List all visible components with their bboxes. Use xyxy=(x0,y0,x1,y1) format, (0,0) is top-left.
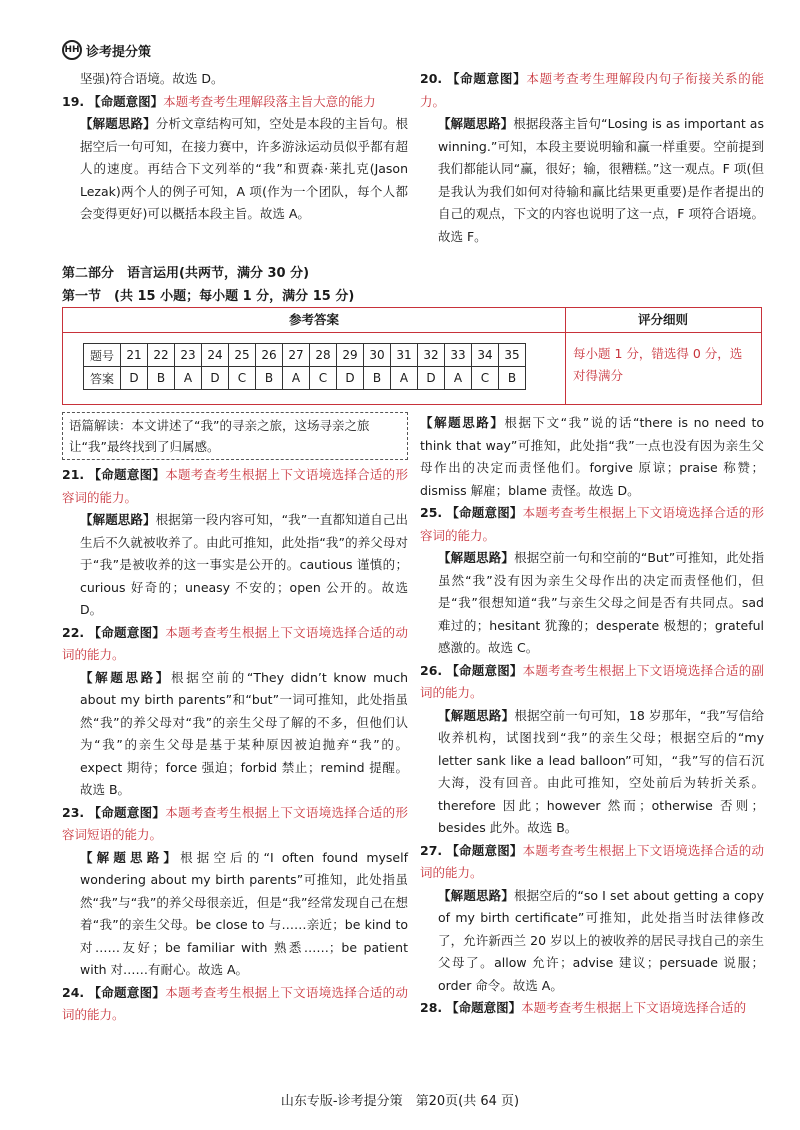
row-label-answer: 答案 xyxy=(84,367,121,390)
answer-box xyxy=(62,307,762,405)
q21-think-tag: 【解题思路】 xyxy=(80,512,156,527)
right-main-column xyxy=(420,412,764,1020)
q23-think-tag: 【解题思路】 xyxy=(80,849,181,865)
q25-intent-tag: 【命题意图】 xyxy=(446,505,523,520)
q22-think: 根据空前的“They didn’t know much about my birth parents”和“but”一词可推知，此处指虽然“我”的养父母对“我”的亲生父母了解的不多，但他们认为“我”的亲生父母是基于某种原因被迫抛弃“我”的。expect 期待；force 强迫；forbid 禁止；remind 提醒。故选 B。 xyxy=(80,669,408,797)
q20-intent-tag: 【命题意图】 xyxy=(446,71,527,86)
q23-think: 根据空后的“I often found myself wondering about my birth parents”可推知，此处指虽然“我”与“我”的养父母很亲近，但是“我”经常发现自己在想着“我”的亲生父母。be close to 与……亲近；be kind to 对……友好；be familiar with 熟悉……；be patient with 对……有耐心。故选 A。 xyxy=(80,849,408,977)
q23-intent-tag: 【命题意图】 xyxy=(88,804,166,820)
question-number-cell: 31 xyxy=(391,344,418,367)
answer-cell: D xyxy=(337,367,364,390)
question-number-cell: 32 xyxy=(418,344,445,367)
question-24 xyxy=(62,982,408,1027)
q24-number: 24. xyxy=(62,984,85,1000)
answer-cell: C xyxy=(229,367,256,390)
answer-box-head-left: 参考答案 xyxy=(63,308,566,333)
scoring-rule: 每小题 1 分，错选得 0 分，选对得满分 xyxy=(573,346,743,383)
q24-intent-tag: 【命题意图】 xyxy=(88,984,166,1000)
q24-think-block xyxy=(420,412,764,502)
row-label-number: 题号 xyxy=(84,344,121,367)
q21-intent: 本题考查考生根据上下文语境选择合适的形容词的能力。 xyxy=(62,467,408,505)
q25-think: 根据空前一句和空前的“But”可推知，此处指虽然“我”没有因为亲生父母作出的决定而责怪他们，但是“我”很想知道“我”与亲生父母之间是否有共同点。sad 难过的；hesitant 犹豫的；desperate 极想的；grateful 感激的。故选 C。 xyxy=(438,550,764,655)
q21-number: 21. xyxy=(62,467,85,482)
question-number-cell: 24 xyxy=(202,344,229,367)
q23-intent: 本题考查考生根据上下文语境选择合适的形容词短语的能力。 xyxy=(62,804,408,842)
answer-cell: C xyxy=(472,367,499,390)
q19-think: 分析文章结构可知，空处是本段的主旨句。根据空后一句可知，在接力赛中，许多游泳运动员似乎都有超人的速度。再结合下文列举的“我”和贾森·莱扎克(Jason Lezak)两个人的例子可知，A 项(作为一个团队，每个人都会变得更好)可以概括本段主旨。故选 A。 xyxy=(80,116,408,221)
subsection-title: 第一节 (共 15 小题；每小题 1 分，满分 15 分) xyxy=(62,289,355,304)
q26-intent-tag: 【命题意图】 xyxy=(446,662,523,678)
question-number-cell: 33 xyxy=(445,344,472,367)
q26-intent: 本题考查考生根据上下文语境选择合适的副词的能力。 xyxy=(420,662,764,700)
question-26 xyxy=(420,660,764,840)
q27-number: 27. xyxy=(420,842,443,858)
q19-number: 19. xyxy=(62,93,85,109)
q23-number: 23. xyxy=(62,804,85,820)
q24-intent: 本题考查考生根据上下文语境选择合适的动词的能力。 xyxy=(62,984,408,1022)
q27-think-tag: 【解题思路】 xyxy=(438,887,515,903)
question-number-cell: 35 xyxy=(499,344,526,367)
question-number-cell: 22 xyxy=(148,344,175,367)
q24-think: 根据下文“我”说的话“there is no need to think that way”可推知，此处指“我”一点也没有因为亲生父母作出的决定而责怪他们。forgive 原谅；praise 称赞；dismiss 解雇；blame 责怪。故选 D。 xyxy=(420,415,764,498)
q20-number: 20. xyxy=(420,71,443,86)
q26-number: 26. xyxy=(420,662,443,678)
q27-intent: 本题考查考生根据上下文语境选择合适的动词的能力。 xyxy=(420,842,764,880)
brand-logo-icon: HH xyxy=(62,40,82,60)
question-number-cell: 26 xyxy=(256,344,283,367)
page-header xyxy=(62,38,151,62)
header-title: 诊考提分策 xyxy=(86,44,152,60)
q22-think-tag: 【解题思路】 xyxy=(80,669,172,685)
question-25 xyxy=(420,502,764,660)
q25-intent: 本题考查考生根据上下文语境选择合适的形容词的能力。 xyxy=(420,505,764,543)
answer-cell: B xyxy=(256,367,283,390)
q21-think: 根据第一段内容可知，“我”一直都知道自己出生后不久就被收养了。由此可推知，此处指“我”的养父母对于“我”是被收养的这一事实是公开的。cautious 谨慎的；curious 好奇的；uneasy 不安的；open 公开的。故选 D。 xyxy=(80,512,408,617)
q20-think-tag: 【解题思路】 xyxy=(438,116,514,131)
passage-note: 语篇解读：本文讲述了“我”的寻亲之旅，这场寻亲之旅让“我”最终找到了归属感。 xyxy=(62,412,408,460)
q19-intent: 本题考查考生理解段落主旨大意的能力 xyxy=(163,93,376,109)
answer-cell: A xyxy=(283,367,310,390)
q19-intent-tag: 【命题意图】 xyxy=(88,93,164,109)
question-number-cell: 21 xyxy=(121,344,148,367)
q27-think: 根据空后的“so I set about getting a copy of my birth certificate”可推知，此处指当时法律修改了，允许新西兰 20 岁以上的被收养的居民寻找自己的亲生父母了。allow 允许；advise 建议；persuade 说服；order 命令。故选 A。 xyxy=(438,887,764,993)
answer-cell: D xyxy=(418,367,445,390)
question-22 xyxy=(62,622,408,802)
question-number-cell: 29 xyxy=(337,344,364,367)
answer-box-divider xyxy=(565,332,566,404)
page-footer: 山东专版-诊考提分策 第20页(共 64 页) xyxy=(280,1094,520,1109)
continued-text: 坚强)符合语境。故选 D。 xyxy=(80,71,224,86)
answer-cell: A xyxy=(445,367,472,390)
q24-think-tag: 【解题思路】 xyxy=(420,415,505,430)
q19-think-tag: 【解题思路】 xyxy=(80,116,156,131)
q25-think-tag: 【解题思路】 xyxy=(438,550,515,565)
q22-intent-tag: 【命题意图】 xyxy=(88,624,166,640)
question-28 xyxy=(420,997,764,1020)
answer-box-head-right: 评分细则 xyxy=(565,308,761,333)
answer-cell: D xyxy=(121,367,148,390)
q27-intent-tag: 【命题意图】 xyxy=(446,842,523,858)
q20-intent: 本题考查考生理解段内句子衔接关系的能力。 xyxy=(420,71,764,109)
question-27 xyxy=(420,840,764,998)
q21-intent-tag: 【命题意图】 xyxy=(88,467,166,482)
section-title: 第二部分 语言运用(共两节，满分 30 分) xyxy=(62,266,310,281)
question-number-cell: 28 xyxy=(310,344,337,367)
q25-number: 25. xyxy=(420,505,443,520)
q20-think: 根据段落主旨句“Losing is as important as winning.”可知，本段主要说明输和赢一样重要。空前提到我们都能认同“赢，很好；输，很糟糕。”这一观点。F 项(但是我认为我们如何对待输和赢比结果更重要)是作者提出的自己的观点，下文的内容也说明了这一点，F 项符合语境。故选 F。 xyxy=(438,116,764,244)
right-top-column xyxy=(420,68,764,248)
answer-table xyxy=(83,343,526,390)
q26-think: 根据空前一句可知，18 岁那年，“我”写信给收养机构，试图找到“我”的亲生父母；根据空后的“my letter sank like a lead balloon”可知，“我”写的信石沉大海，没有回音。由此可推知，空处前后为转折关系。therefore 因此；however 然而；otherwise 否则；besides 此外。故选 B。 xyxy=(438,707,764,835)
answer-cell: B xyxy=(148,367,175,390)
q26-think-tag: 【解题思路】 xyxy=(438,707,515,723)
left-top-column xyxy=(62,68,408,226)
answer-cell: D xyxy=(202,367,229,390)
q28-intent: 本题考查考生根据上下文语境选择合适的 xyxy=(521,1000,747,1015)
q22-number: 22. xyxy=(62,624,85,640)
question-number-cell: 25 xyxy=(229,344,256,367)
question-20 xyxy=(420,68,764,248)
question-19 xyxy=(62,91,408,226)
question-number-cell: 27 xyxy=(283,344,310,367)
answer-cell: C xyxy=(310,367,337,390)
answer-cell: B xyxy=(499,367,526,390)
q28-intent-tag: 【命题意图】 xyxy=(446,1000,522,1015)
question-number-cell: 30 xyxy=(364,344,391,367)
question-number-cell: 23 xyxy=(175,344,202,367)
question-23 xyxy=(62,802,408,982)
question-21 xyxy=(62,464,408,622)
q28-number: 28. xyxy=(420,1000,443,1015)
left-main-column xyxy=(62,412,408,1027)
answer-cell: A xyxy=(391,367,418,390)
answer-cell: A xyxy=(175,367,202,390)
question-number-cell: 34 xyxy=(472,344,499,367)
answer-cell: B xyxy=(364,367,391,390)
q22-intent: 本题考查考生根据上下文语境选择合适的动词的能力。 xyxy=(62,624,408,662)
